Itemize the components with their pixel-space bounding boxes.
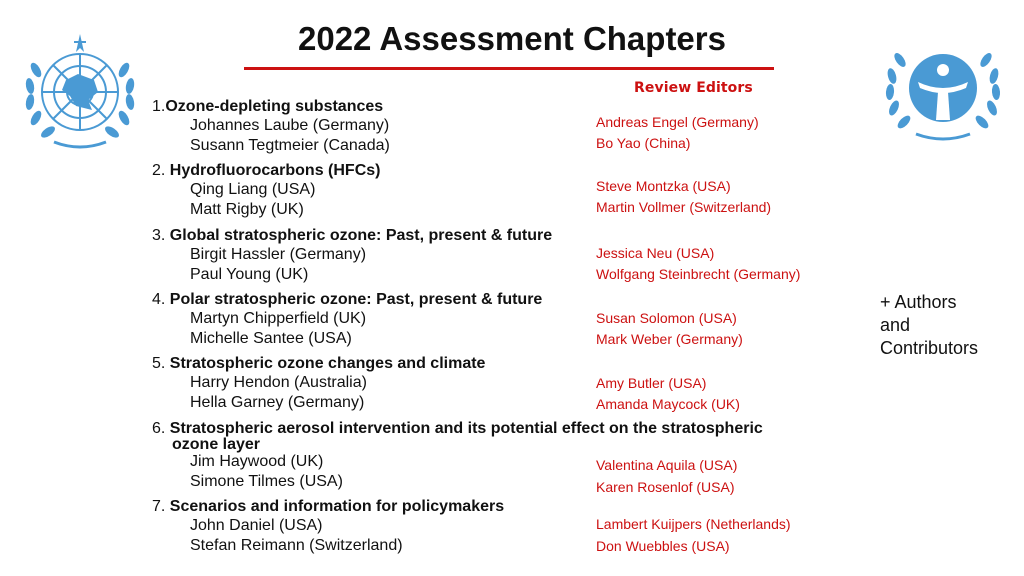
review-editor: Wolfgang Steinbrecht (Germany) xyxy=(596,266,801,282)
chapter-title: Stratospheric aerosol intervention and its potential effect on the stratospheric xyxy=(169,420,763,437)
chapter-heading xyxy=(152,290,852,309)
review-editor: Don Wuebbles (USA) xyxy=(596,538,730,554)
review-editor: Amy Butler (USA) xyxy=(596,375,707,391)
chapter-number: 5. xyxy=(152,355,166,372)
review-editor: Amanda Maycock (UK) xyxy=(596,396,740,412)
authors-contributors-note xyxy=(880,291,978,360)
chapter-author: Susann Tegtmeier (Canada) xyxy=(190,137,390,154)
review-editor: Mark Weber (Germany) xyxy=(596,331,743,347)
chapter-number: 1. xyxy=(152,98,166,115)
chapter-author: Harry Hendon (Australia) xyxy=(190,374,367,391)
chapter-title: Hydrofluorocarbons (HFCs) xyxy=(169,162,381,179)
chapter-number: 4. xyxy=(152,291,166,308)
chapter-author: Martyn Chipperfield (UK) xyxy=(190,310,367,327)
chapter-number: 7. xyxy=(152,498,166,515)
chapter-author: Matt Rigby (UK) xyxy=(190,201,304,218)
unep-logo-icon xyxy=(876,36,1010,144)
chapter-author: Jim Haywood (UK) xyxy=(190,453,324,470)
chapter-author: Johannes Laube (Germany) xyxy=(190,117,390,134)
chapter-author: Stefan Reimann (Switzerland) xyxy=(190,537,403,554)
chapter-author: Paul Young (UK) xyxy=(190,266,309,283)
chapter-title: Global stratospheric ozone: Past, present & future xyxy=(169,227,553,244)
chapter-title: Stratospheric ozone changes and climate xyxy=(169,355,486,372)
chapter-number: 2. xyxy=(152,162,166,179)
chapter-number: 3. xyxy=(152,227,166,244)
chapter-author: Michelle Santee (USA) xyxy=(190,330,352,347)
side-note-line: Contributors xyxy=(880,338,979,358)
side-note-line: and xyxy=(880,315,911,335)
title-underline xyxy=(244,67,774,70)
chapter-heading xyxy=(152,419,852,452)
review-editor: Steve Montzka (USA) xyxy=(596,178,731,194)
chapter-heading xyxy=(152,226,852,245)
page-title: 2022 Assessment Chapters xyxy=(297,20,726,57)
review-editor: Bo Yao (China) xyxy=(596,135,691,151)
chapter-author: Hella Garney (Germany) xyxy=(190,394,365,411)
review-editor: Valentina Aquila (USA) xyxy=(596,457,738,473)
chapter-author: Qing Liang (USA) xyxy=(190,181,316,198)
chapter-author: Birgit Hassler (Germany) xyxy=(190,246,367,263)
review-editor: Lambert Kuijpers (Netherlands) xyxy=(596,516,791,532)
side-note-line: + Authors xyxy=(880,292,957,312)
review-editor: Susan Solomon (USA) xyxy=(596,310,737,326)
review-editor: Jessica Neu (USA) xyxy=(596,245,715,261)
chapter-number: 6. xyxy=(152,420,166,437)
chapter-title-continuation: ozone layer xyxy=(172,436,261,453)
chapter-title: Scenarios and information for policymakers xyxy=(169,498,505,515)
wmo-logo-icon xyxy=(14,30,146,154)
review-editor: Andreas Engel (Germany) xyxy=(596,114,759,130)
chapter-title: Polar stratospheric ozone: Past, present & future xyxy=(169,291,543,308)
chapter-title: Ozone-depleting substances xyxy=(165,98,384,115)
review-editor: Karen Rosenlof (USA) xyxy=(596,479,735,495)
chapter-heading xyxy=(152,354,852,373)
review-editors-heading: Review Editors xyxy=(634,80,753,96)
review-editor: Martin Vollmer (Switzerland) xyxy=(596,199,772,215)
chapter-heading xyxy=(152,161,852,180)
chapter-author: John Daniel (USA) xyxy=(190,517,323,534)
chapter-author: Simone Tilmes (USA) xyxy=(190,473,343,490)
